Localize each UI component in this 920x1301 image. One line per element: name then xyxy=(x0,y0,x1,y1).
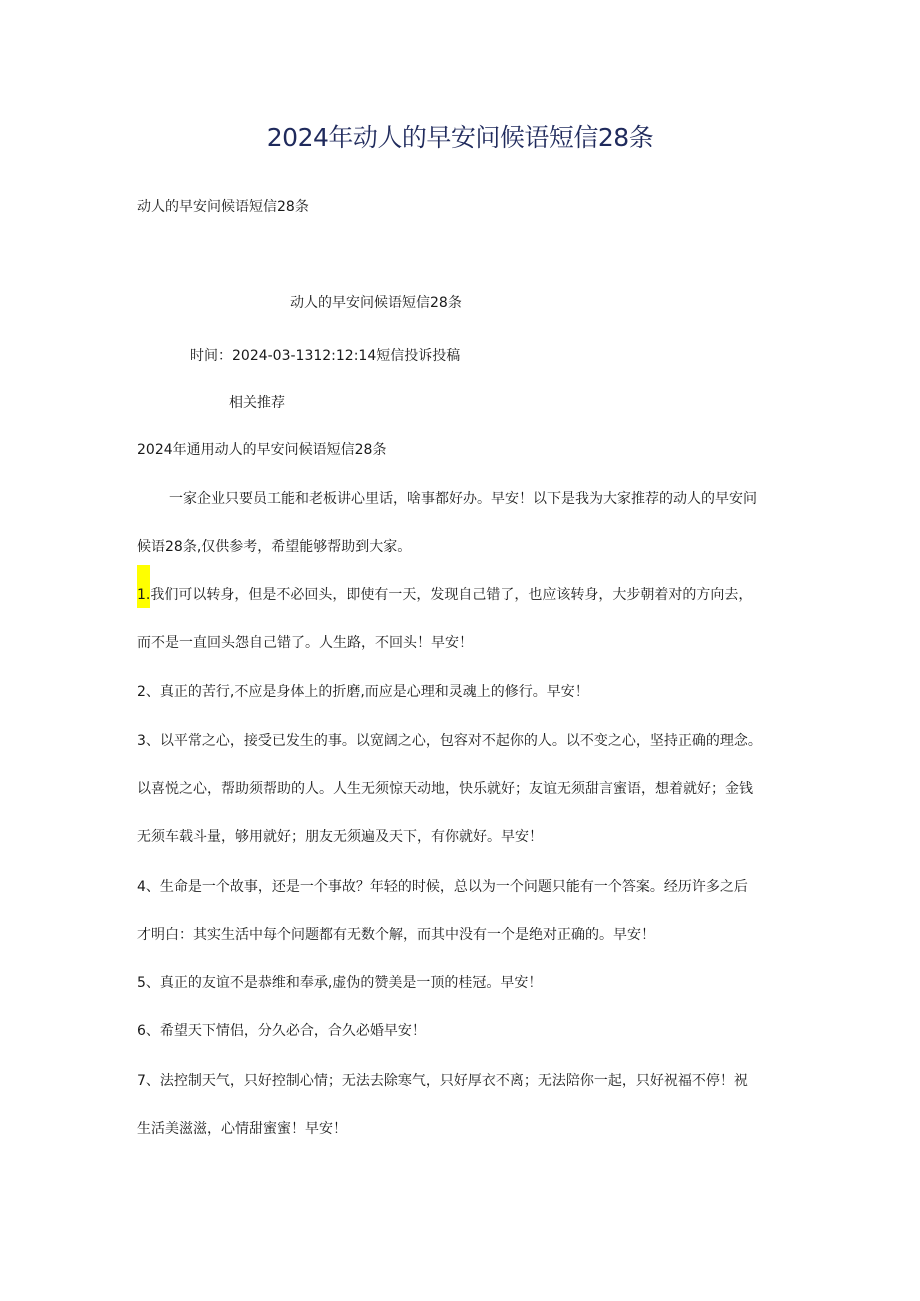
list-item-7 xyxy=(137,1071,787,1139)
list-item-4 xyxy=(137,877,787,945)
list-item-6 xyxy=(137,1021,787,1041)
list-item-7-line-1: 7、法控制天气，只好控制心情；无法去除寒气，只好厚衣不离；无法陪你一起，只好祝福不停！祝 xyxy=(137,1073,748,1089)
related-recommendations: 相关推荐 xyxy=(229,395,285,411)
list-item-2-line-1: 2、真正的苦行,不应是身体上的折磨,而应是心理和灵魂上的修行。早安！ xyxy=(137,684,589,700)
list-item-4-line-1: 4、生命是一个故事，还是一个事故？年轻的时候，总以为一个问题只能有一个答案。经历许多之后 xyxy=(137,879,748,895)
list-item-6-line-1: 6、希望天下情侣，分久必合，合久必婚早安！ xyxy=(137,1023,426,1039)
list-item-1-line-1: 1.我们可以转身，但是不必回头，即使有一天，发现自己错了，也应该转身，大步朝着对的方向去， xyxy=(137,587,753,603)
list-item-3 xyxy=(137,731,787,847)
post-time-line: 时间：2024-03-1312:12:14短信投诉投稿 xyxy=(190,348,461,364)
subtitle: 动人的早安问候语短信28条 xyxy=(137,199,309,215)
list-item-1 xyxy=(137,585,787,653)
list-item-3-line-3: 无须车载斗量，够用就好；朋友无须遍及天下，有你就好。早安！ xyxy=(137,829,543,845)
intro-paragraph xyxy=(137,489,787,557)
list-item-7-line-2: 生活美滋滋，心情甜蜜蜜！早安！ xyxy=(137,1121,347,1137)
article-heading: 2024年通用动人的早安问候语短信28条 xyxy=(137,442,387,458)
document-title: 2024年动人的早安问候语短信28条 xyxy=(266,123,654,152)
intro-line-1: 一家企业只要员工能和老板讲心里话，啥事都好办。早安！以下是我为大家推荐的动人的早安问 xyxy=(169,491,757,507)
list-item-1-line-2: 而不是一直回头怨自己错了。人生路，不回头！早安！ xyxy=(137,635,473,651)
list-item-3-line-2: 以喜悦之心，帮助须帮助的人。人生无须惊天动地，快乐就好；友谊无须甜言蜜语，想着就好；金钱 xyxy=(137,781,753,797)
centered-title: 动人的早安问候语短信28条 xyxy=(290,295,462,311)
list-item-5-line-1: 5、真正的友谊不是恭维和奉承,虚伪的赞美是一顶的桂冠。早安！ xyxy=(137,975,543,991)
list-item-5 xyxy=(137,973,787,993)
list-item-4-line-2: 才明白：其实生活中每个问题都有无数个解，而其中没有一个是绝对正确的。早安！ xyxy=(137,927,655,943)
list-item-2 xyxy=(137,682,787,702)
intro-line-2: 候语28条,仅供参考，希望能够帮助到大家。 xyxy=(137,539,412,555)
list-item-3-line-1: 3、以平常之心，接受已发生的事。以宽阔之心，包容对不起你的人。以不变之心，坚持正确的理念。 xyxy=(137,733,762,749)
